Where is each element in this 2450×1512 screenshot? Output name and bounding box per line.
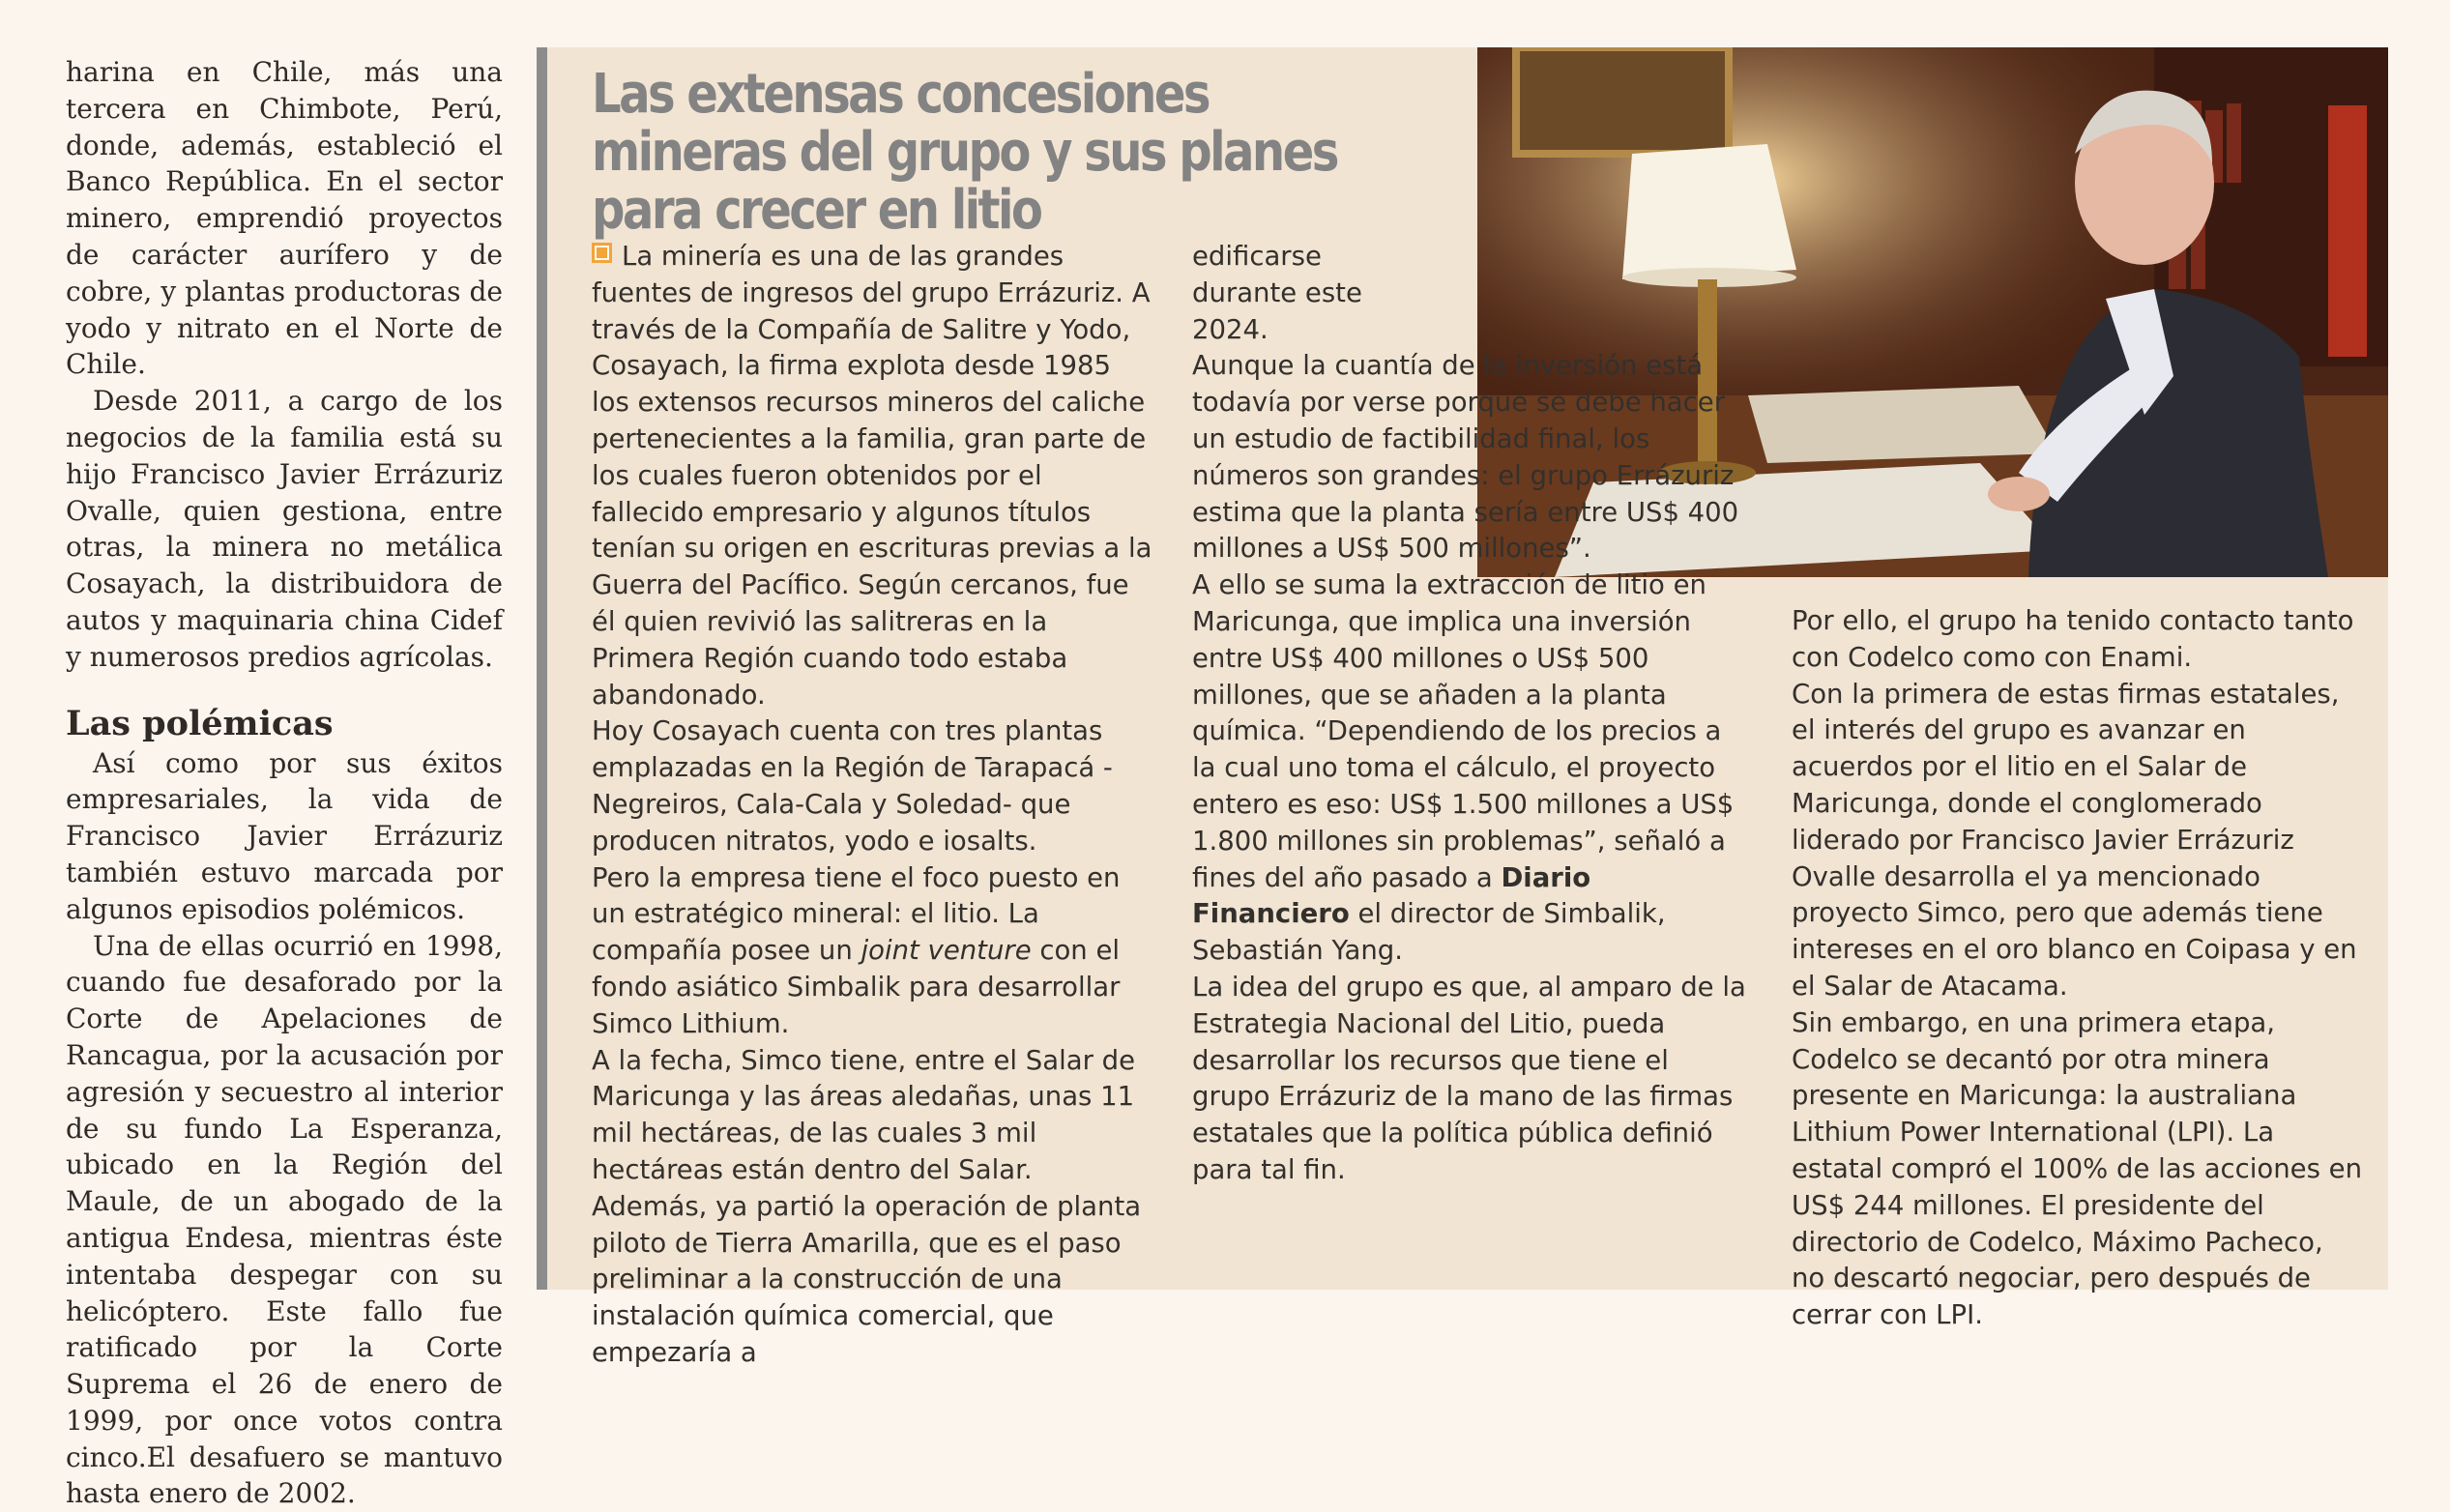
left-paragraph-1: harina en Chile, más una tercera en Chimbote, Perú, donde, además, estableció el Banco República. En el sector minero, emprendió proyectos de carácter aurífero y de cobre, y plantas productoras de yodo y nitrato en el Norte de Chile. [66,56,503,381]
box-left-rule [537,47,547,1290]
box-col1-paragraph-5: Además, ya partió la operación de planta piloto de Tierra Amarilla, que es el paso preliminar a la construcción de una instalación química comercial, que empezaría a [592,1190,1142,1368]
box-col2-paragraph-2: Aunque la cuantía de la inversión está todavía por verse porque se debe hacer un estudio de factibilidad final, los números son grandes: el grupo Errázuriz estima que la planta sería entre US$ 400 millones a US$ 500 millones”. [1192,350,1739,565]
box-col1-p3-emphasis: joint venture [860,935,1032,967]
bullet-square-icon [592,243,612,263]
box-col2-paragraph-1: edificarse durante este 2024. [1192,241,1362,345]
box-col2-p3-text-a: A ello se suma la extracción de litio en Maricunga, que implica una inversión entre US$ 400 millones o US$ 500 millones, que se añaden a la planta química. “Dependiendo de los precios a la cual uno toma el cálculo, el proyecto entero es eso: US$ 1.500 millones a US$ 1.800 millones sin problemas”, señaló a fines del año pasado a [1192,569,1735,893]
box-headline: Las extensas concesiones mineras del grupo y sus planes para crecer en litio [592,63,1337,242]
box-col2-p3-strong: Diario Financiero [1192,861,1591,930]
left-paragraph-4: Una de ellas ocurrió en 1998, cuando fue desaforado por la Corte de Apelaciones de Rancagua, por la acusación por agresión y secuestro al interior de su fundo La Esperanza, ubicado en la Región del Maule, de un abogado de la antigua Endesa, mientras éste intentaba despegar con su helicóptero. Este fallo fue ratificado por la Corte Suprema el 26 de enero de 1999, por once votos contra cinco.El desafuero se mantuvo hasta enero de 2002. [66,929,503,1510]
box-col1-p3-text-b: con el fondo asiático Simbalik para desarrollar Simco Lithium. [592,935,1121,1039]
box-col1-p3-text-a: Pero la empresa tiene el foco puesto en un estratégico mineral: el litio. La compañía posee un [592,861,1121,967]
box-col1-paragraph-1 [592,239,1152,713]
box-col1-paragraph-4: A la fecha, Simco tiene, entre el Salar de Maricunga y las áreas aledañas, unas 11 mil hectáreas, de las cuales 3 mil hectáreas están dentro del Salar. [592,1044,1136,1185]
box-col3-paragraph-1: Por ello, el grupo ha tenido contacto tanto con Codelco como con Enami. [1792,605,2354,673]
box-col2-paragraph-4: La idea del grupo es que, al amparo de la Estrategia Nacional del Litio, pueda desarrollar los recursos que tiene el grupo Errázuriz de la mano de las firmas estatales que la política pública definió para tal fin. [1192,971,1746,1185]
box-column-1 [592,239,1152,1372]
left-paragraph-3: Así como por sus éxitos empresariales, la vida de Francisco Javier Errázuriz también estuvo marcada por algunos episodios polémicos. [66,746,503,925]
left-column [66,54,503,1512]
box-col2-p3-text-b: el director de Simbalik, Sebastián Yang. [1192,898,1666,967]
box-col1-paragraph-1-text: La minería es una de las grandes fuentes de ingresos del grupo Errázuriz. A través de la Compañía de Salitre y Yodo, Cosayach, la firma explota desde 1985 los extensos recursos mineros del caliche pertenecientes a la familia, gran parte de los cuales fueron obtenidos por el fallecido empresario y algunos títulos tenían su origen en escrituras previas a la Guerra del Pacífico. Según cercanos, fue él quien revivió las salitreras en la Primera Región cuando todo estaba abandonado. [592,241,1152,711]
left-paragraph-2: Desde 2011, a cargo de los negocios de la familia está su hijo Francisco Javier Errázuriz Ovalle, quien gestiona, entre otras, la minera no metálica Cosayach, la distribuidora de autos y maquinaria china Cidef y numerosos predios agrícolas. [66,385,503,673]
box-column-2 [1192,239,1753,1189]
subheading-polemicas: Las polémicas [66,703,334,743]
box-col3-paragraph-3: Sin embargo, en una primera etapa, Codelco se decantó por otra minera presente en Maricunga: la australiana Lithium Power International (LPI). La estatal compró el 100% de las acciones en US$ 244 millones. El presidente del directorio de Codelco, Máximo Pacheco, no descartó negociar, pero después de cerrar con LPI. [1792,1006,2363,1331]
box-col2-paragraph-3 [1192,567,1753,970]
box-col1-paragraph-2: Hoy Cosayach cuenta con tres plantas emplazadas en la Región de Tarapacá -Negreiros, Cala-Cala y Soledad- que producen nitratos, yodo e iosalts. [592,715,1113,857]
box-column-3 [1792,603,2362,1334]
box-col1-paragraph-3 [592,860,1152,1043]
box-col3-paragraph-2: Con la primera de estas firmas estatales, el interés del grupo es avanzar en acuerdos por el litio en el Salar de Maricunga, donde el conglomerado liderado por Francisco Javier Errázuriz Ovalle desarrolla el ya mencionado proyecto Simco, pero que además tiene intereses en el oro blanco en Coipasa y en el Salar de Atacama. [1792,678,2357,1002]
